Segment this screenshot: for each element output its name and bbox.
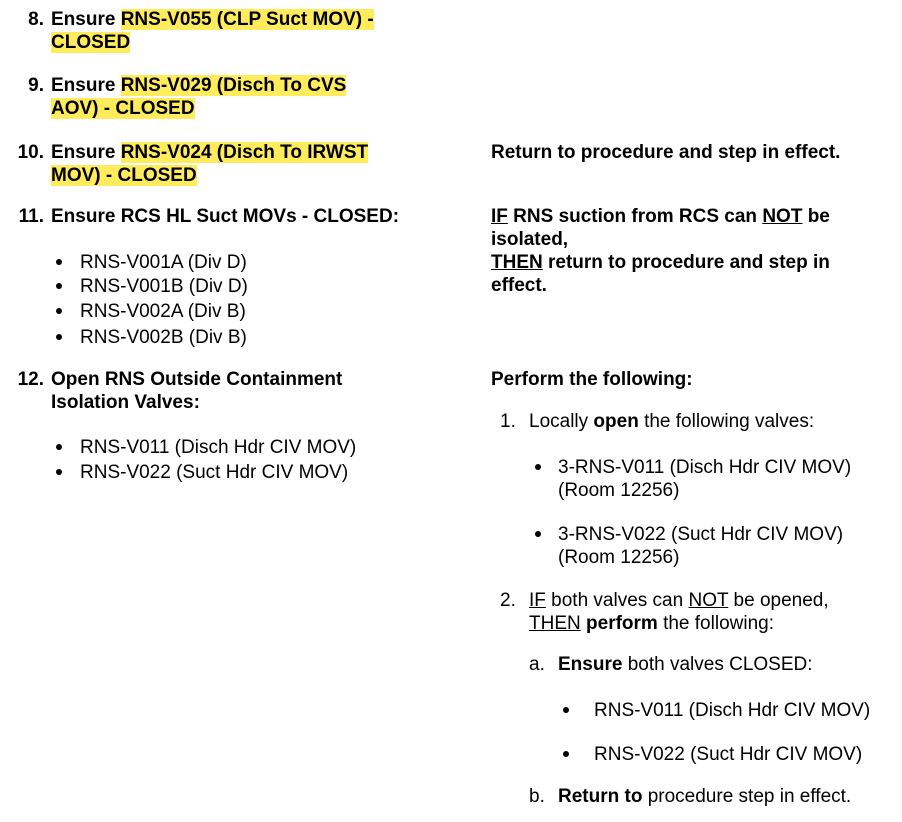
step-11-response: IF RNS suction from RCS can NOT be isolated, THEN return to procedure and step in effect. (491, 206, 830, 296)
step-10-text: Ensure RNS-V024 (Disch To IRWST MOV) - CLOSED (51, 142, 369, 186)
bullet-dot (563, 751, 569, 757)
step-8-text: Ensure RNS-V055 (CLP Suct MOV) - CLOSED (51, 9, 374, 53)
highlighted-valve: RNS-V024 (Disch To IRWST (120, 142, 369, 163)
valve-list-item: RNS-V011 (Disch Hdr CIV MOV) (80, 437, 357, 458)
bullet-dot (56, 444, 62, 450)
bullet-dot (56, 469, 62, 475)
highlighted-valve: RNS-V029 (Disch To CVS (120, 75, 347, 96)
bullet-dot (56, 334, 62, 340)
valve-list-item: RNS-V022 (Suct Hdr CIV MOV) (80, 462, 349, 483)
step-number: 8. (28, 9, 44, 30)
substep-2b-text: Return to procedure step in effect. (558, 786, 852, 807)
step-12-text: Open RNS Outside Containment Isolation Valves: (51, 369, 343, 413)
bullet-dot (563, 707, 569, 713)
highlighted-valve: MOV) - CLOSED (51, 165, 197, 186)
bullet-dot (56, 308, 62, 314)
valve-list-item: RNS-V011 (Disch Hdr CIV MOV) (594, 700, 871, 721)
step-11-text: Ensure RCS HL Suct MOVs - CLOSED: (51, 206, 400, 227)
highlighted-valve: AOV) - CLOSED (51, 98, 195, 119)
bullet-dot (56, 283, 62, 289)
highlighted-valve: RNS-V055 (CLP Suct MOV) - (120, 9, 374, 30)
step-number: 10. (17, 142, 44, 163)
substep-number: 2. (500, 590, 516, 611)
step-10-response: Return to procedure and step in effect. (491, 142, 841, 163)
step-12-response-heading: Perform the following: (491, 369, 693, 390)
substep-2-text: IF both valves can NOT be opened, THEN perform the following: (529, 590, 829, 634)
highlighted-valve: CLOSED (51, 32, 131, 53)
bullet-dot (535, 464, 541, 470)
valve-list-item: RNS-V001B (Div D) (80, 276, 248, 297)
valve-list-item: RNS-V001A (Div D) (80, 252, 247, 273)
valve-list-item: 3-RNS-V022 (Suct Hdr CIV MOV) (Room 12256) (558, 524, 844, 568)
step-number: 9. (28, 75, 44, 96)
bullet-dot (56, 259, 62, 265)
valve-list-item: 3-RNS-V011 (Disch Hdr CIV MOV) (Room 12256) (558, 457, 852, 501)
substep-number: 1. (500, 411, 516, 432)
valve-list-item: RNS-V022 (Suct Hdr CIV MOV) (594, 744, 863, 765)
step-9-text: Ensure RNS-V029 (Disch To CVS AOV) - CLOSED (51, 75, 347, 119)
step-number: 11. (18, 206, 44, 227)
valve-list-item: RNS-V002B (Div B) (80, 327, 247, 348)
substep-2a-text: Ensure both valves CLOSED: (558, 654, 813, 675)
step-number: 12. (17, 369, 44, 390)
valve-list-item: RNS-V002A (Div B) (80, 301, 246, 322)
bullet-dot (535, 531, 541, 537)
substep-letter: a. (529, 654, 545, 675)
substep-letter: b. (529, 786, 545, 807)
substep-1-text: Locally open the following valves: (529, 411, 815, 432)
